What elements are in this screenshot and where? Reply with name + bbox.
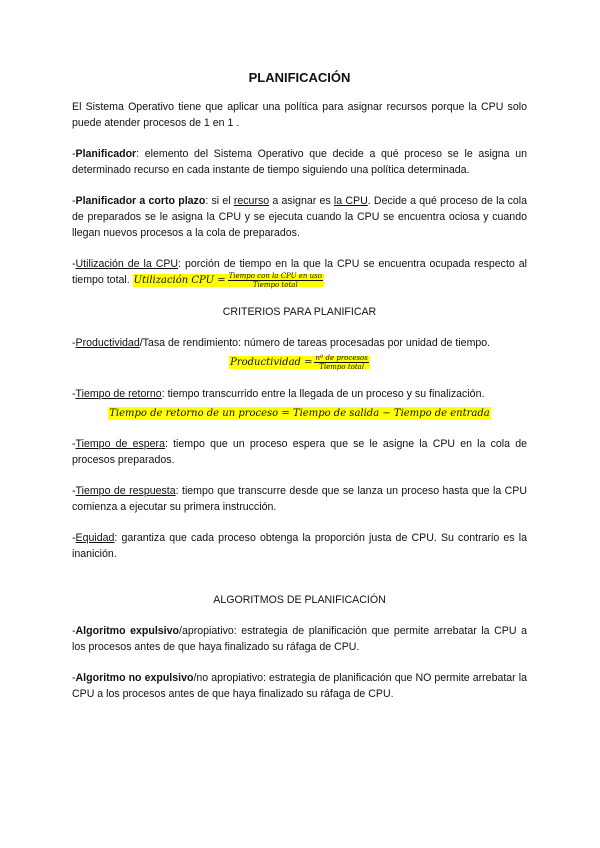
dash: -: [72, 672, 76, 684]
productividad-paragraph: [72, 335, 527, 351]
no-expulsivo-text: /no apropiativo: estrategia de planificación que NO permite arrebatar la CPU a los procesos antes de que haya finalizado su ráfaga de CPU.: [72, 672, 527, 700]
dash: -: [72, 337, 76, 349]
productividad-formula: [229, 356, 370, 369]
expulsivo-paragraph: [72, 623, 527, 655]
planificador-term: Planificador: [75, 148, 137, 160]
corto-plazo-paragraph: [72, 193, 527, 241]
page-title: PLANIFICACIÓN: [248, 70, 351, 85]
utilizacion-paragraph: [72, 256, 527, 289]
dash: -: [72, 485, 76, 497]
espera-term: Tiempo de espera: [75, 438, 165, 450]
expulsivo-text: /apropiativo: estrategia de planificación que permite arrebatar la CPU a los procesos antes de que haya finalizado su ráfaga de CPU.: [72, 625, 527, 653]
utilizacion-numerator: Tiempo con la CPU en uso: [228, 272, 322, 280]
utilizacion-formula: [133, 274, 324, 287]
utilizacion-denominator: Tiempo total: [252, 281, 298, 289]
espera-text: : tiempo que un proceso espera que se le asigne la CPU en la cola de procesos preparados.: [72, 438, 527, 466]
productividad-denominator: Tiempo total: [319, 363, 365, 371]
retorno-paragraph: [72, 386, 527, 402]
dash: -: [72, 388, 76, 400]
utilizacion-fraction: [228, 272, 323, 289]
corto-plazo-text-3: . Decide a qué proceso de la cola de preparados se le asigna la CPU y se ejecuta cuando la CPU se encuentra ociosa y cuando llegan nuevos procesos a la cola de preparados.: [72, 195, 527, 239]
productividad-numerator: nº de procesos: [315, 354, 368, 362]
document-page: [72, 70, 527, 702]
planificador-paragraph: [72, 146, 527, 178]
dash: -: [72, 438, 76, 450]
productividad-term: Productividad: [75, 337, 140, 349]
recurso-underlined: recurso: [233, 195, 270, 207]
retorno-text: : tiempo transcurrido entre la llegada de un proceso y su finalización.: [161, 388, 485, 400]
planificador-text: : elemento del Sistema Operativo que decide a qué proceso se le asigna un determinado recurso en cada instante de tiempo siguiendo una política determinada.: [72, 148, 527, 176]
corto-plazo-text-1: : si el: [205, 195, 234, 207]
corto-plazo-text-2: a asignar es: [269, 195, 334, 207]
productividad-formula-line: [72, 352, 527, 371]
equidad-text: : garantiza que cada proceso obtenga la proporción justa de CPU. Su contrario es la inanición.: [72, 532, 527, 560]
intro-paragraph: El Sistema Operativo tiene que aplicar una política para asignar recursos porque la CPU solo puede atender procesos de 1 en 1 .: [72, 101, 527, 129]
retorno-formula-line: [72, 403, 527, 421]
algoritmos-heading: ALGORITMOS DE PLANIFICACIÓN: [213, 594, 386, 606]
respuesta-text: : tiempo que transcurre desde que se lanza un proceso hasta que la CPU comienza a ejecutar su primera instrucción.: [72, 485, 528, 513]
utilizacion-term: Utilización de la CPU: [75, 258, 179, 270]
retorno-formula: Tiempo de retorno de un proceso = Tiempo de salida − Tiempo de entrada: [109, 408, 490, 419]
dash: -: [72, 258, 76, 270]
utilizacion-text: : porción de tiempo en la que la CPU se encuentra ocupada respecto al tiempo total.: [72, 258, 527, 286]
equidad-paragraph: [72, 530, 527, 562]
retorno-term: Tiempo de retorno: [75, 388, 162, 400]
dash: -: [72, 148, 76, 160]
productividad-fraction: [314, 354, 368, 371]
respuesta-term: Tiempo de respuesta: [75, 485, 176, 497]
criterios-heading: CRITERIOS PARA PLANIFICAR: [222, 306, 377, 318]
utilizacion-formula-lhs: Utilización CPU =: [133, 275, 226, 286]
equidad-term: Equidad: [75, 532, 115, 544]
espera-paragraph: [72, 436, 527, 468]
no-expulsivo-term: Algoritmo no expulsivo: [75, 672, 194, 684]
corto-plazo-term: Planificador a corto plazo: [75, 195, 206, 207]
no-expulsivo-paragraph: [72, 670, 527, 702]
dash: -: [72, 625, 76, 637]
dash: -: [72, 532, 76, 544]
dash: -: [72, 195, 76, 207]
productividad-formula-lhs: Productividad =: [230, 357, 313, 368]
cpu-underlined: la CPU: [333, 195, 368, 207]
expulsivo-term: Algoritmo expulsivo: [75, 625, 179, 637]
respuesta-paragraph: [72, 483, 527, 515]
productividad-text: /Tasa de rendimiento: número de tareas procesadas por unidad de tiempo.: [139, 337, 491, 349]
